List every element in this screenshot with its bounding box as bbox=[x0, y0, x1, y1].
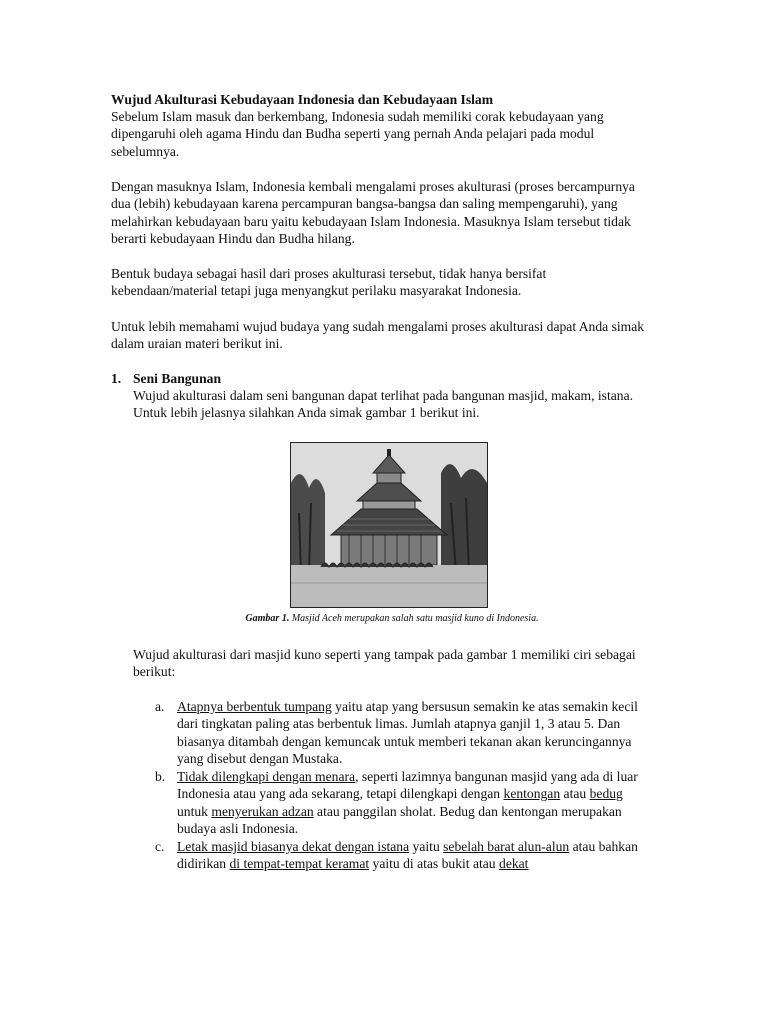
list-item-c-underline-2: di tempat-tempat keramat bbox=[229, 856, 370, 872]
list-marker-b: b. bbox=[155, 769, 166, 784]
list-item-c-underline-3: dekat bbox=[499, 856, 529, 872]
document-title: Wujud Akulturasi Kebudayaan Indonesia dan Kebudayaan Islam bbox=[111, 92, 494, 107]
mosque-illustration bbox=[291, 443, 487, 607]
paragraph-3: Bentuk budaya sebagai hasil dari proses akulturasi tersebut, tidak hanya bersifat kebendaan/material tetapi juga menyangkut perilaku masyarakat Indonesia. bbox=[111, 266, 547, 299]
list-item-b bbox=[177, 768, 657, 838]
list-item-b-underline-2: bedug bbox=[589, 786, 623, 802]
list-item-a-text: yaitu atap yang bersusun semakin ke atas semakin kecil dari tingkatan paling atas berbentuk limas. Jumlah atapnya ganjil 1, 3 atau 5. Dan biasanya ditambah dengan kemuncak untuk memberi tekanan akan keruncingannya yang disebut dengan Mustaka. bbox=[177, 699, 638, 767]
list-marker-a: a. bbox=[155, 699, 165, 714]
list-item-a bbox=[177, 698, 657, 768]
list-item-b-underline-1: kentongan bbox=[503, 786, 561, 802]
paragraph-4: Untuk lebih memahami wujud budaya yang sudah mengalami proses akulturasi dapat Anda simak dalam uraian materi berikut ini. bbox=[111, 319, 645, 352]
paragraph-2: Dengan masuknya Islam, Indonesia kembali mengalami proses akulturasi (proses bercampurnya dua (lebih) kebudayaan karena percampuran bangsa-bangsa dan saling mempengaruhi), yang melahirkan kebudayaan baru yaitu kebudayaan Islam Indonesia. Masuknya Islam tersebut tidak berarti kebudayaan Hindu dan Budha hilang. bbox=[111, 179, 635, 247]
section-title: Seni Bangunan bbox=[133, 371, 222, 386]
list-item-a-lead: Atapnya berbentuk tumpang bbox=[177, 699, 332, 714]
section-number: 1. bbox=[111, 371, 122, 386]
list-item-c bbox=[177, 838, 657, 873]
list-item-b-underline-3: menyerukan adzan bbox=[211, 803, 314, 819]
list-item-c-text-1: yaitu bbox=[409, 839, 444, 854]
list-intro: Wujud akulturasi dari masjid kuno seperti yang tampak pada gambar 1 memiliki ciri sebagai berikut: bbox=[133, 647, 636, 680]
list-item-c-text-3: yaitu di atas bukit atau bbox=[369, 856, 500, 872]
list-item-b-text-3: untuk bbox=[177, 803, 212, 819]
list-item-c-underline-1: sebelah barat alun-alun bbox=[443, 839, 570, 854]
section-body: Wujud akulturasi dalam seni bangunan dapat terlihat pada bangunan masjid, makam, istana. Untuk lebih jelasnya silahkan Anda simak gambar 1 berikut ini. bbox=[133, 388, 634, 421]
list-item-b-text-2: atau bbox=[560, 786, 590, 802]
list-item-b-text-1: , seperti lazimnya bangunan masjid yang ada di luar Indonesia atau yang ada sekarang, tetapi dilengkapi dengan bbox=[177, 769, 638, 802]
list-item-b-lead: Tidak dilengkapi dengan menara bbox=[177, 769, 356, 784]
paragraph-1: Sebelum Islam masuk dan berkembang, Indonesia sudah memiliki corak kebudayaan yang dipengaruhi oleh agama Hindu dan Budha seperti yang pernah Anda pelajari pada modul sebelumnya. bbox=[111, 109, 604, 159]
list-item-c-text-2: atau bahkan didirikan bbox=[177, 839, 638, 872]
list-item-b-text-4: atau panggilan sholat. Bedug dan kentongan merupakan budaya asli Indonesia. bbox=[177, 803, 622, 837]
mosque-photo bbox=[290, 442, 488, 608]
list-marker-c: c. bbox=[155, 839, 165, 854]
figure-caption bbox=[206, 612, 578, 626]
caption-text: Masjid Aceh merupakan salah satu masjid kuno di Indonesia. bbox=[289, 613, 539, 624]
caption-label: Gambar 1. bbox=[245, 613, 290, 624]
list-item-c-lead: Letak masjid biasanya dekat dengan istana bbox=[177, 839, 410, 854]
